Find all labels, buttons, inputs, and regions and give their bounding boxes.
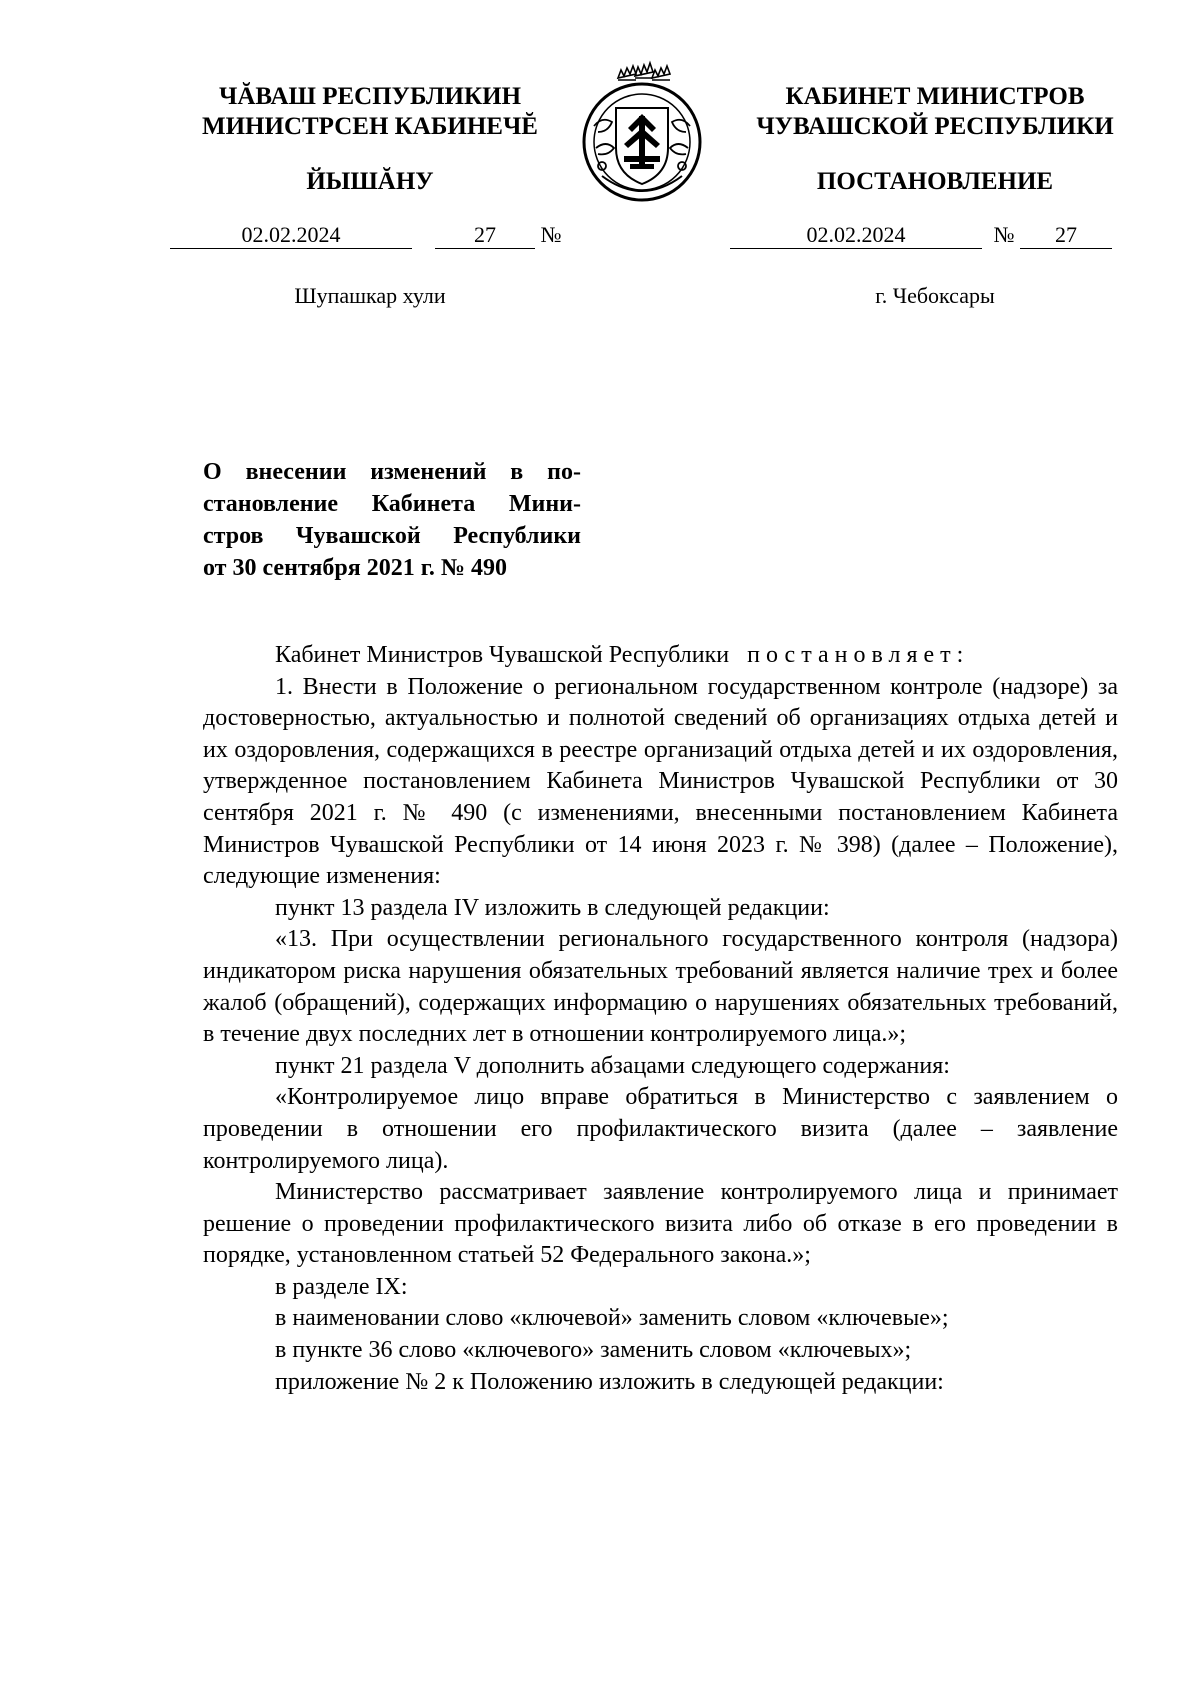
right-date: 02.02.2024 [730,222,982,249]
intro-paragraph [203,640,1118,672]
right-number-sign: № [993,222,1015,247]
title-line: становление Кабинета Мини- [203,491,581,517]
document-body [203,640,1118,1398]
intro-verb: постановляет: [747,642,970,668]
title-line: от 30 сентября 2021 г. № 490 [203,555,507,581]
body-paragraph: в наименовании слово «ключевой» заменить словом «ключевые»; [275,1305,949,1332]
body-paragraph: 1. Внести в Положение о региональном государственном контроле (надзоре) за достоверностью, актуальностью и полнотой сведений об организациях отдыха детей и их оздоровления, содержащихся в реестре организаций отдыха детей и их оздоровления, утвержденное постановлением Кабинета Министров Чувашской Республики от 30 сентября 2021 г. № 490 (с изменениями, внесенными постановлением Кабинета Министров Чувашской Республики от 14 июня 2023 г. № 398) (далее – Положение), следующие изменения: [203,673,1118,890]
body-paragraph: в пункте 36 слово «ключевого» заменить словом «ключевых»; [275,1337,912,1364]
header-left-authority [170,82,570,142]
document-title [203,456,581,584]
left-number: 27 [435,222,535,249]
header-left-line: МИНИСТРСЕН КАБИНЕЧĔ [202,113,538,140]
body-paragraph: пункт 21 раздела V дополнить абзацами следующего содержания: [275,1052,950,1079]
right-date-number-line [730,222,1112,250]
right-city: г. Чебоксары [875,283,995,308]
body-paragraph: «Контролируемое лицо вправе обратиться в Министерство с заявлением о проведении в отношении его профилактического визита (далее – заявление контролируемого лица). [203,1084,1118,1174]
header-left-line: ЧĂВАШ РЕСПУБЛИКИН [218,83,522,110]
body-paragraph: «13. При осуществлении регионального государственного контроля (надзора) индикатором риска нарушения обязательных требований является наличие трех и более жалоб (обращений), содержащих информацию о нарушениях обязательных требований, в течение двух последних лет в отношении контролируемого лица.»; [203,926,1118,1048]
body-paragraph: приложение № 2 к Положению изложить в следующей редакции: [275,1368,944,1395]
left-date-number-line [170,222,562,250]
chuvash-coat-of-arms-icon [572,56,712,206]
header-right-authority [730,82,1140,142]
body-paragraph: в разделе IX: [275,1273,408,1300]
header-right-doc-type: ПОСТАНОВЛЕНИЕ [816,168,1054,195]
body-paragraph: пункт 13 раздела IV изложить в следующей редакции: [275,894,830,921]
title-line: стров Чувашской Республики [203,523,581,549]
header-right-line: КАБИНЕТ МИНИСТРОВ [785,83,1085,110]
left-number-sign: № [540,222,562,247]
intro-subject: Кабинет Министров Чувашской Республики [275,642,730,668]
left-city: Шупашкар хули [294,283,446,308]
header-right-line: ЧУВАШСКОЙ РЕСПУБЛИКИ [756,113,1114,140]
title-line: О внесении изменений в по- [203,459,581,485]
header-left-doc-type: ЙЫШĂНУ [306,168,434,195]
right-number: 27 [1020,222,1112,249]
body-paragraph: Министерство рассматривает заявление контролируемого лица и принимает решение о проведении профилактического визита либо об отказе в его проведении в порядке, установленном статьей 52 Федерального закона.»; [203,1179,1118,1269]
left-date: 02.02.2024 [170,222,412,249]
